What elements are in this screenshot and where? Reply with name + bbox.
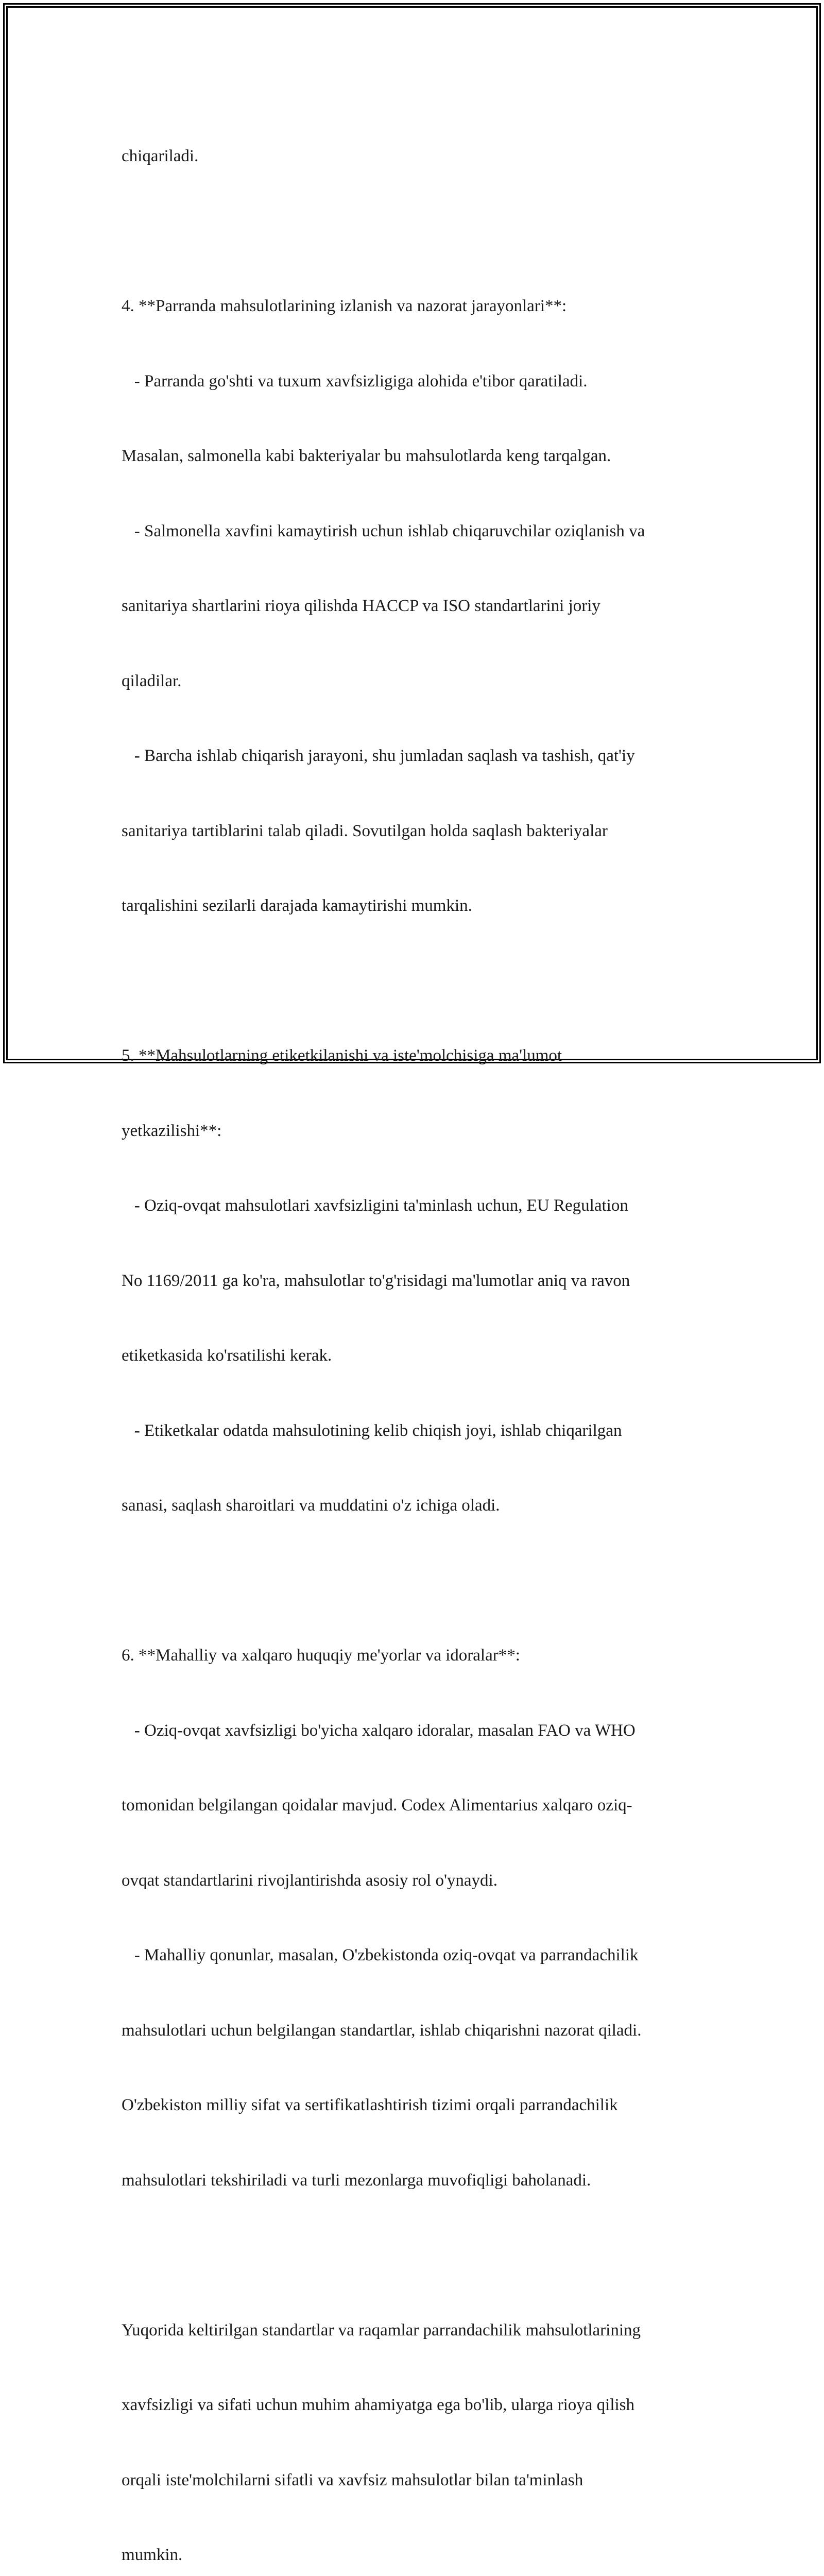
text-line: tomonidan belgilangan qoidalar mavjud. Codex Alimentarius xalqaro oziq- — [122, 1796, 632, 1815]
text-line: - Oziq-ovqat mahsulotlari xavfsizligini ta'minlash uchun, EU Regulation — [122, 1196, 628, 1215]
document-body — [122, 94, 719, 2576]
text-line: - Oziq-ovqat xavfsizligi bo'yicha xalqaro idoralar, masalan FAO va WHO — [122, 1721, 636, 1740]
text-line: sanitariya tartiblarini talab qiladi. Sovutilgan holda saqlash bakteriyalar — [122, 821, 608, 840]
text-line: Masalan, salmonella kabi bakteriyalar bu mahsulotlarda keng tarqalgan. — [122, 447, 611, 465]
conclusion-line: Yuqorida keltirilgan standartlar va raqamlar parrandachilik mahsulotlarining — [122, 2320, 641, 2340]
text-line: sanitariya shartlarini rioya qilishda HACCP va ISO standartlarini joriy — [122, 597, 600, 615]
text-line: sanasi, saqlash sharoitlari va muddatini o'z ichiga oladi. — [122, 1496, 500, 1515]
blank-line — [122, 2243, 719, 2268]
conclusion-line: orqali iste'molchilarni sifatli va xavfsiz mahsulotlar bilan ta'minlash — [122, 2470, 583, 2489]
text-line: - Barcha ishlab chiqarish jarayoni, shu jumladan saqlash va tashish, qat'iy — [122, 747, 635, 765]
section-heading-5: 5. **Mahsulotlarning etiketkilanishi va iste'molchisiga ma'lumot — [122, 1046, 562, 1065]
conclusion-line: xavfsizligi va sifati uchun muhim ahamiyatga ega bo'lib, ularga rioya qilish — [122, 2396, 635, 2414]
section-heading-6: 6. **Mahalliy va xalqaro huquqiy me'yorlar va idoralar**: — [122, 1646, 520, 1665]
text-line: tarqalishini sezilarli darajada kamaytirishi mumkin. — [122, 896, 472, 915]
section-heading-4: 4. **Parranda mahsulotlarining izlanish va nazorat jarayonlari**: — [122, 297, 567, 315]
text-line: - Parranda go'shti va tuxum xavfsizligiga alohida e'tibor qaratiladi. — [122, 371, 588, 391]
section-heading-5-cont: yetkazilishi**: — [122, 1121, 222, 1140]
text-line: etiketkasida ko'rsatilishi kerak. — [122, 1346, 332, 1365]
text-line: qiladilar. — [122, 671, 182, 690]
blank-line — [122, 1568, 719, 1594]
text-line: O'zbekiston milliy sifat va sertifikatlashtirish tizimi orqali parrandachilik — [122, 2096, 618, 2114]
text-line: chiqariladi. — [122, 147, 199, 165]
conclusion-line: mumkin. — [122, 2546, 183, 2564]
text-line: mahsulotlari tekshiriladi va turli mezonlarga muvofiqligi baholanadi. — [122, 2171, 591, 2190]
blank-line — [122, 219, 719, 244]
text-line: mahsulotlari uchun belgilangan standartlar, ishlab chiqarishni nazorat qiladi. — [122, 2021, 642, 2040]
text-line: - Etiketkalar odatda mahsulotining kelib chiqish joyi, ishlab chiqarilgan — [122, 1421, 622, 1440]
text-line: No 1169/2011 ga ko'ra, mahsulotlar to'g'risidagi ma'lumotlar aniq va ravon — [122, 1271, 630, 1290]
text-line: - Mahalliy qonunlar, masalan, O'zbekistonda oziq-ovqat va parrandachilik — [122, 1946, 639, 1964]
text-line: ovqat standartlarini rivojlantirishda asosiy rol o'ynaydi. — [122, 1871, 497, 1890]
blank-line — [122, 969, 719, 994]
text-line: - Salmonella xavfini kamaytirish uchun ishlab chiqaruvchilar oziqlanish va — [122, 521, 645, 540]
